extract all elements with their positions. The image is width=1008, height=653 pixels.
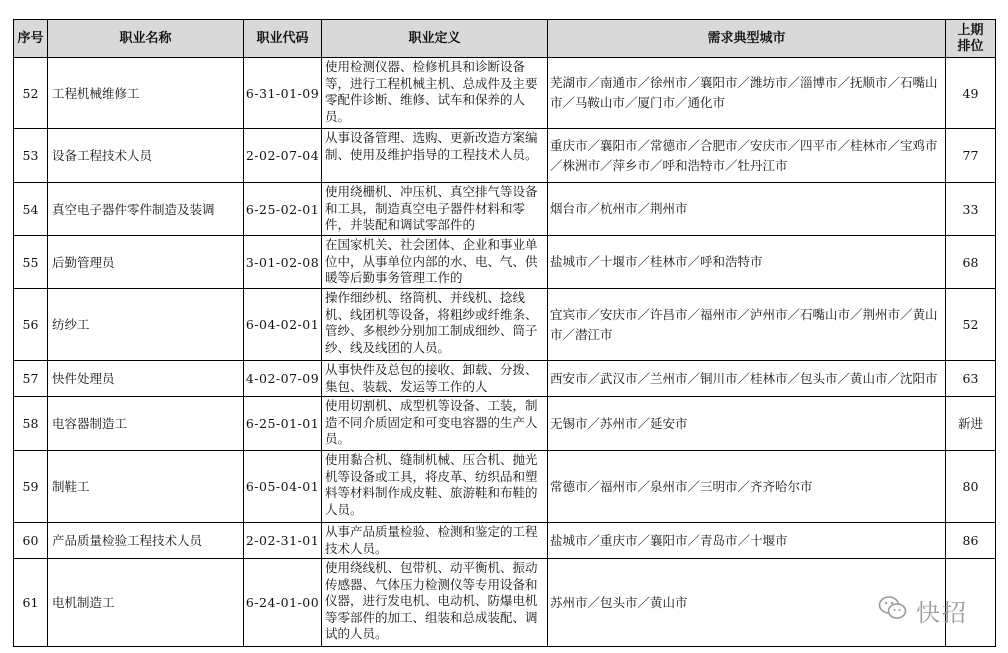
occupation-table-container (13, 19, 996, 647)
row-occupation-code: 2-02-07-04 (244, 129, 322, 183)
row-definition-text: 从事产品质量检验、检测和鉴定的工程技术人员。 (325, 524, 538, 556)
row-occupation-name: 快件处理员 (48, 361, 244, 397)
row-num: 60 (14, 523, 48, 559)
row-cities: 重庆市／襄阳市／常德市／合肥市／安庆市／四平市／桂林市／宝鸡市／株洲市／萍乡市／呼和浩特市／牡丹江市 (548, 129, 946, 183)
wechat-logo-icon (878, 595, 908, 621)
header-cities: 需求典型城市 (548, 20, 946, 58)
row-num: 54 (14, 183, 48, 236)
row-definition-text: 在国家机关、社会团体、企业和事业单位中，从事单位内部的水、电、气、供暖等后勤事务管理工作的 (325, 237, 538, 286)
table-row (14, 289, 996, 361)
row-occupation-name: 产品质量检验工程技术人员 (48, 523, 244, 559)
row-occupation-name: 电容器制造工 (48, 397, 244, 451)
header-rank (946, 20, 996, 58)
row-occupation-name: 纺纱工 (48, 289, 244, 361)
row-rank: 86 (946, 523, 996, 559)
row-definition-text: 使用黏合机、缝制机械、压合机、抛光机等设备或工具，将皮革、纺织品和塑料等材料制作成皮鞋、旅游鞋和布鞋的人员。 (325, 452, 538, 517)
table-row (14, 183, 996, 236)
table-row (14, 397, 996, 451)
row-cities: 无锡市／苏州市／延安市 (548, 397, 946, 451)
header-definition: 职业定义 (322, 20, 548, 58)
row-definition (322, 397, 548, 451)
row-num: 61 (14, 559, 48, 647)
row-occupation-code: 6-25-02-01 (244, 183, 322, 236)
row-occupation-name: 电机制造工 (48, 559, 244, 647)
row-occupation-code: 3-01-02-08 (244, 236, 322, 289)
row-occupation-code: 6-31-01-09 (244, 58, 322, 129)
row-definition (322, 183, 548, 236)
row-definition (322, 236, 548, 289)
row-cities: 宜宾市／安庆市／许昌市／福州市／泸州市／石嘴山市／荆州市／黄山市／潜江市 (548, 289, 946, 361)
row-num: 57 (14, 361, 48, 397)
row-rank: 33 (946, 183, 996, 236)
row-definition-text: 使用检测仪器、检修机具和诊断设备等，进行工程机械主机、总成件及主要零配件诊断、维修、试车和保养的人员。 (325, 59, 538, 124)
row-occupation-name: 设备工程技术人员 (48, 129, 244, 183)
row-definition-text: 从事快件及总包的接收、卸载、分拨、集包、装载、发运等工作的人 (325, 362, 538, 394)
row-num: 53 (14, 129, 48, 183)
header-num: 序号 (14, 20, 48, 58)
row-cities: 烟台市／杭州市／荆州市 (548, 183, 946, 236)
row-definition-text: 操作细纱机、络筒机、并线机、捻线机、线团机等设备，将粗纱或纤维条、管纱、多根纱分别加工制成细纱、筒子纱、线及线团的人员。 (325, 290, 538, 355)
row-occupation-code: 6-24-01-00 (244, 559, 322, 647)
row-rank: 68 (946, 236, 996, 289)
table-row (14, 451, 996, 523)
row-num: 55 (14, 236, 48, 289)
row-definition (322, 129, 548, 183)
row-num: 52 (14, 58, 48, 129)
row-definition-text: 使用绕栅机、冲压机、真空排气等设备和工具，制造真空电子器件材料和零件，并装配和调试零部件的 (325, 184, 538, 233)
table-row (14, 129, 996, 183)
row-definition (322, 289, 548, 361)
row-definition-text: 使用绕线机、包带机、动平衡机、振动传感器、气体压力检测仪等专用设备和仪器，进行发电机、电动机、防爆电机等零部件的加工、组装和总成装配、调试的人员。 (325, 560, 538, 642)
row-cities: 西安市／武汉市／兰州市／铜川市／桂林市／包头市／黄山市／沈阳市 (548, 361, 946, 397)
row-cities: 盐城市／十堰市／桂林市／呼和浩特市 (548, 236, 946, 289)
watermark-text: 快招 (916, 599, 968, 627)
row-definition (322, 361, 548, 397)
row-definition-text: 使用切割机、成型机等设备、工装，制造不同介质固定和可变电容器的生产人员。 (325, 398, 538, 447)
header-name: 职业名称 (48, 20, 244, 58)
watermark (868, 587, 988, 637)
table-row (14, 523, 996, 559)
row-rank: 80 (946, 451, 996, 523)
row-num: 59 (14, 451, 48, 523)
row-occupation-name: 制鞋工 (48, 451, 244, 523)
header-rank-line2: 排位 (957, 38, 984, 54)
row-cities: 盐城市／重庆市／襄阳市／青岛市／十堰市 (548, 523, 946, 559)
row-occupation-name: 真空电子器件零件制造及装调 (48, 183, 244, 236)
table-row (14, 58, 996, 129)
row-rank: 52 (946, 289, 996, 361)
row-occupation-code: 6-25-01-01 (244, 397, 322, 451)
row-cities: 芜湖市／南通市／徐州市／襄阳市／潍坊市／淄博市／抚顺市／石嘴山市／马鞍山市／厦门市／通化市 (548, 58, 946, 129)
occupation-table (13, 19, 996, 647)
table-row (14, 559, 996, 647)
row-cities: 苏州市／包头市／黄山市 (548, 559, 946, 647)
row-rank: 49 (946, 58, 996, 129)
row-definition-text: 从事设备管理、选购、更新改造方案编制、使用及维护指导的工程技术人员。 (325, 130, 538, 162)
row-rank: 新进 (946, 397, 996, 451)
row-occupation-code: 2-02-31-01 (244, 523, 322, 559)
header-code: 职业代码 (244, 20, 322, 58)
table-header-row (14, 20, 996, 58)
row-occupation-code: 6-05-04-01 (244, 451, 322, 523)
row-occupation-name: 后勤管理员 (48, 236, 244, 289)
row-definition (322, 523, 548, 559)
row-rank: 63 (946, 361, 996, 397)
row-definition (322, 559, 548, 647)
table-row (14, 236, 996, 289)
row-rank: 77 (946, 129, 996, 183)
row-cities: 常德市／福州市／泉州市／三明市／齐齐哈尔市 (548, 451, 946, 523)
row-definition (322, 451, 548, 523)
table-row (14, 361, 996, 397)
row-definition (322, 58, 548, 129)
header-rank-line1: 上期 (957, 22, 984, 38)
row-num: 56 (14, 289, 48, 361)
row-num: 58 (14, 397, 48, 451)
row-occupation-code: 4-02-07-09 (244, 361, 322, 397)
row-occupation-code: 6-04-02-01 (244, 289, 322, 361)
row-occupation-name: 工程机械维修工 (48, 58, 244, 129)
